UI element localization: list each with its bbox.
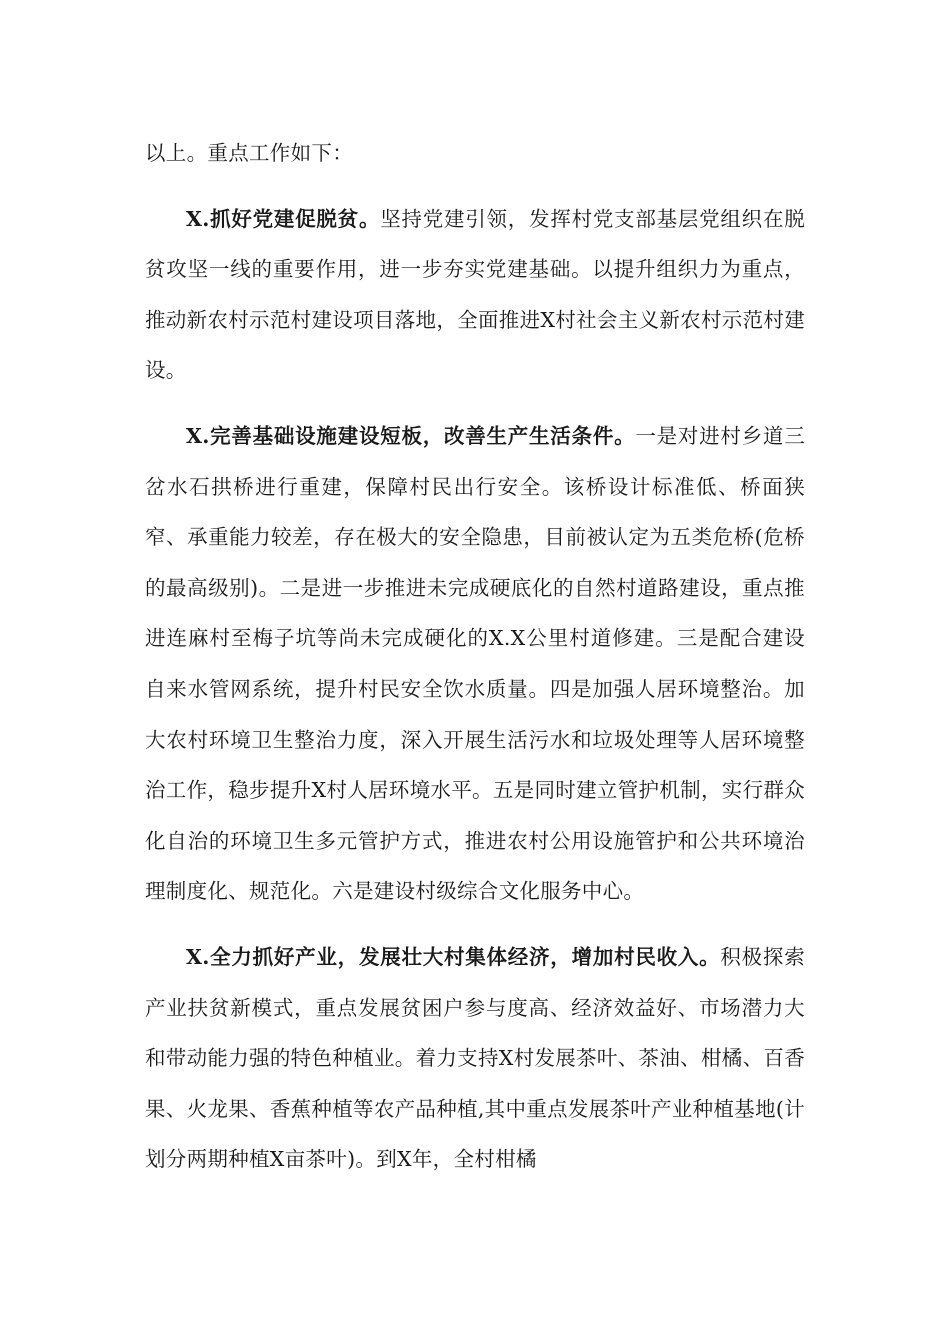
paragraph-industry xyxy=(145,932,805,1185)
paragraph-heading: X.全力抓好产业，发展壮大村集体经济，增加村民收入。 xyxy=(186,944,721,969)
paragraph-intro-continuation xyxy=(145,128,805,179)
paragraph-heading: X.完善基础设施建设短板，改善生产生活条件。 xyxy=(186,423,636,448)
paragraph-body: 积极探索产业扶贫新模式，重点发展贫困户参与度高、经济效益好、市场潜力大和带动能力强的特色种植业。着力支持X村发展茶叶、茶油、柑橘、百香果、火龙果、香蕉种植等农产品种植,其中重点发展茶叶产业种植基地(计划分两期种植X亩茶叶)。到X年，全村柑橘 xyxy=(145,944,805,1172)
paragraph-heading: X.抓好党建促脱贫。 xyxy=(186,206,381,231)
paragraph-body: 以上。重点工作如下： xyxy=(145,141,353,165)
paragraph-body: 坚持党建引领，发挥村党支部基层党组织在脱贫攻坚一线的重要作用，进一步夯实党建基础。以提升组织力为重点，推动新农村示范村建设项目落地，全面推进X村社会主义新农村示范村建设。 xyxy=(145,206,806,383)
document-page xyxy=(145,128,805,1185)
paragraph-body: 一是对进村乡道三岔水石拱桥进行重建，保障村民出行安全。该桥设计标准低、桥面狭窄、承重能力较差，存在极大的安全隐患，目前被认定为五类危桥(危桥的最高级别)。二是进一步推进未完成硬底化的自然村道路建设，重点推进连麻村至梅子坑等尚未完成硬化的X.X公里村道修建。三是配合建设自来水管网系统，提升村民安全饮水质量。四是加强人居环境整治。加大农村环境卫生整治力度，深入开展生活污水和垃圾处理等人居环境整治工作，稳步提升X村人居环境水平。五是同时建立管护机制，实行群众化自治的环境卫生多元管护方式，推进农村公用设施管护和公共环境治理制度化、规范化。六是建设村级综合文化服务中心。 xyxy=(145,423,805,904)
paragraph-party-building xyxy=(145,194,805,396)
paragraph-infrastructure xyxy=(145,411,805,917)
